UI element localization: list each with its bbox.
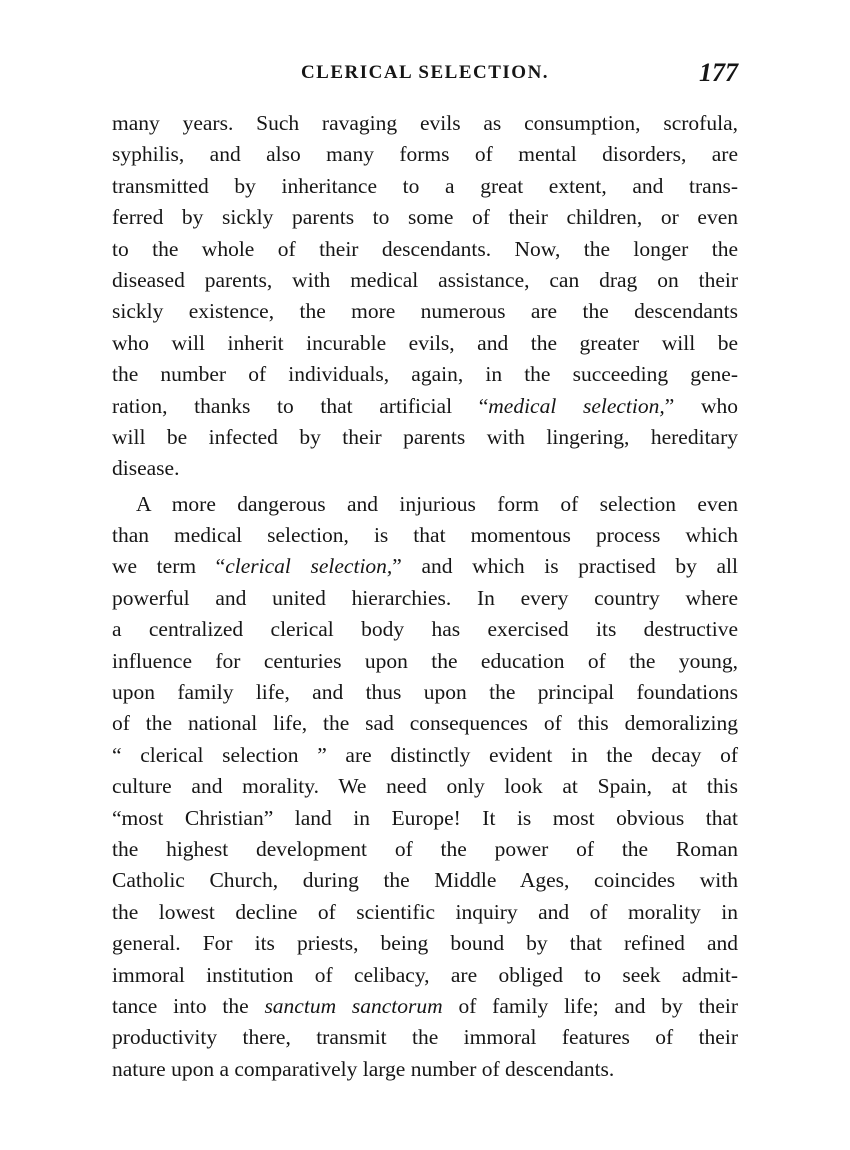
text-line: syphilis, and also many forms of mental disorders, are (112, 142, 738, 167)
text-line: sickly existence, the more numerous are the descendants (112, 299, 738, 324)
text-line: powerful and united hierarchies. In every country where (112, 585, 738, 610)
text-segment: tance into the (112, 993, 265, 1018)
text-segment: ” who (664, 393, 738, 418)
text-line: ferred by sickly parents to some of their children, or even (112, 205, 738, 230)
text-line: will be infected by their parents with lingering, hereditary (112, 424, 738, 449)
paragraph (112, 108, 738, 485)
text-line (112, 551, 738, 582)
text-line: transmitted by inheritance to a great extent, and trans- (112, 173, 738, 198)
text-segment: ration, thanks to that artificial “ (112, 393, 489, 418)
running-head (112, 58, 738, 88)
text-line: nature upon a comparatively large number of descendants. (112, 1056, 615, 1081)
text-segment: ” and which is practised by all (392, 554, 738, 579)
running-title: CLERICAL SELECTION. (300, 62, 550, 83)
text-line: culture and morality. We need only look at Spain, at this (112, 774, 738, 799)
text-line: influence for centuries upon the education of the young, (112, 648, 738, 673)
text-line: the number of individuals, again, in the succeeding gene- (112, 362, 738, 387)
text-segment: of family life; and by their (442, 993, 738, 1018)
italic-phrase: medical selection, (488, 393, 665, 418)
text-segment: we term “ (112, 554, 226, 579)
text-line: A more dangerous and injurious form of selection even (136, 491, 738, 516)
italic-phrase: sanctum sanctorum (264, 993, 443, 1018)
text-line: of the national life, the sad consequences of this demoralizing (112, 711, 738, 736)
text-line: the highest development of the power of the Roman (112, 836, 738, 861)
text-line: a centralized clerical body has exercised its destructive (112, 617, 738, 642)
text-line: disease. (112, 456, 180, 481)
text-line: Catholic Church, during the Middle Ages, coincides with (112, 868, 738, 893)
text-line: productivity there, transmit the immoral features of their (112, 1025, 738, 1050)
text-line: who will inherit incurable evils, and the greater will be (112, 330, 738, 355)
text-line: to the whole of their descendants. Now, the longer the (112, 236, 738, 261)
text-line (112, 391, 738, 422)
text-line: general. For its priests, being bound by that refined and (112, 931, 738, 956)
text-line: the lowest decline of scientific inquiry and of morality in (112, 899, 738, 924)
text-line: immoral institution of celibacy, are obliged to seek admit- (112, 962, 738, 987)
text-line (112, 991, 738, 1022)
text-line: upon family life, and thus upon the principal foundations (112, 680, 738, 705)
text-line: diseased parents, with medical assistance, can drag on their (112, 267, 738, 292)
text-line: than medical selection, is that momentous process which (112, 523, 738, 548)
text-line: many years. Such ravaging evils as consumption, scrofula, (112, 111, 738, 135)
page-number: 177 (699, 58, 738, 87)
text-line: “most Christian” land in Europe! It is most obvious that (112, 805, 738, 830)
body-text (112, 108, 738, 1085)
paragraph (112, 489, 738, 1085)
italic-phrase: clerical selection, (225, 554, 393, 579)
text-line: “ clerical selection ” are distinctly evident in the decay of (112, 742, 738, 767)
